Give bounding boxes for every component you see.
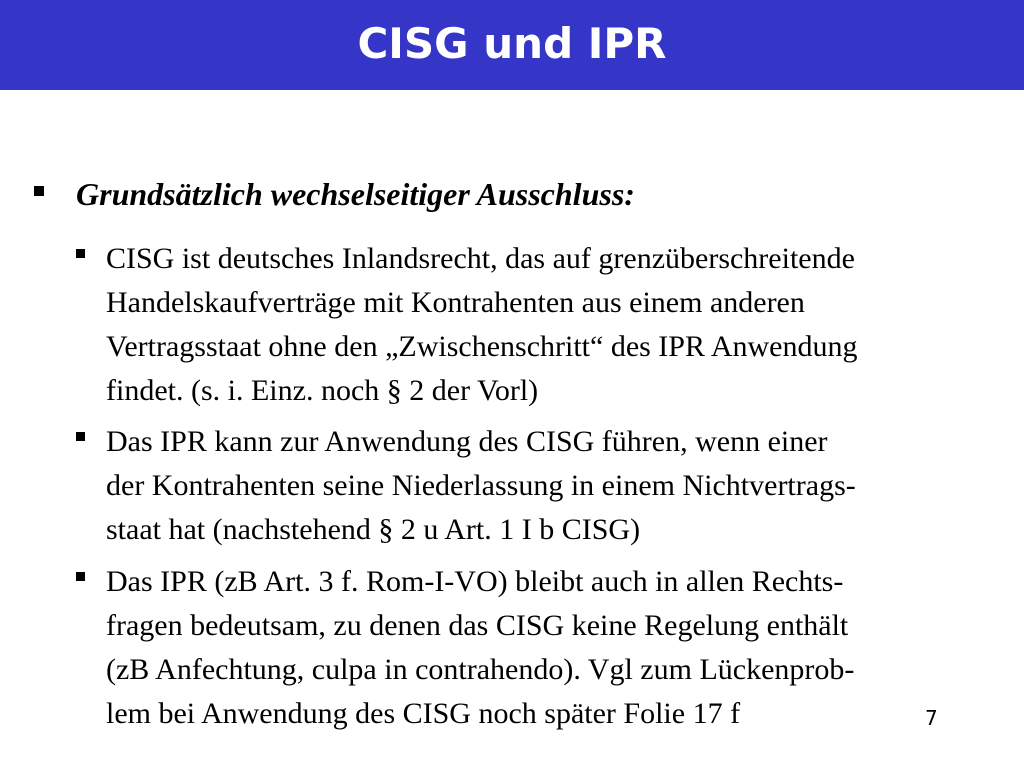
text-line: Das IPR (zB Art. 3 f. Rom-I-VO) bleibt auch in allen Rechts- (106, 565, 844, 598)
text-line: der Kontrahenten seine Niederlassung in einem Nichtvertrags- (106, 469, 856, 502)
list-item-text (106, 420, 976, 552)
section-heading: Grundsätzlich wechselseitiger Ausschluss: (76, 176, 635, 212)
slide-title: CISG und IPR (357, 19, 667, 68)
text-line: (zB Anfechtung, culpa in contrahendo). Vgl zum Lückenprob- (106, 653, 855, 686)
text-line: lem bei Anwendung des CISG noch später Folie 17 f (106, 697, 741, 730)
square-bullet-icon (76, 572, 85, 581)
list-item-text (106, 237, 976, 413)
text-line: Vertragsstaat ohne den „Zwischenschritt“ des IPR Anwendung (106, 330, 858, 363)
list-item (76, 420, 976, 552)
square-bullet-icon (34, 186, 44, 196)
square-bullet-icon (76, 249, 85, 258)
list-item (76, 560, 976, 736)
square-bullet-icon (76, 432, 85, 441)
text-line: Das IPR kann zur Anwendung des CISG führen, wenn einer (106, 425, 828, 458)
list-item-text (106, 560, 976, 736)
page-number: 7 (925, 706, 938, 730)
text-line: findet. (s. i. Einz. noch § 2 der Vorl) (106, 374, 539, 407)
text-line: staat hat (nachstehend § 2 u Art. 1 I b CISG) (106, 513, 641, 546)
text-line: Handelskaufverträge mit Kontrahenten aus einem anderen (106, 286, 805, 319)
text-line: fragen bedeutsam, zu denen das CISG keine Regelung enthält (106, 609, 849, 642)
list-item (76, 237, 976, 413)
text-line: CISG ist deutsches Inlandsrecht, das auf grenzüberschreitende (106, 242, 855, 275)
